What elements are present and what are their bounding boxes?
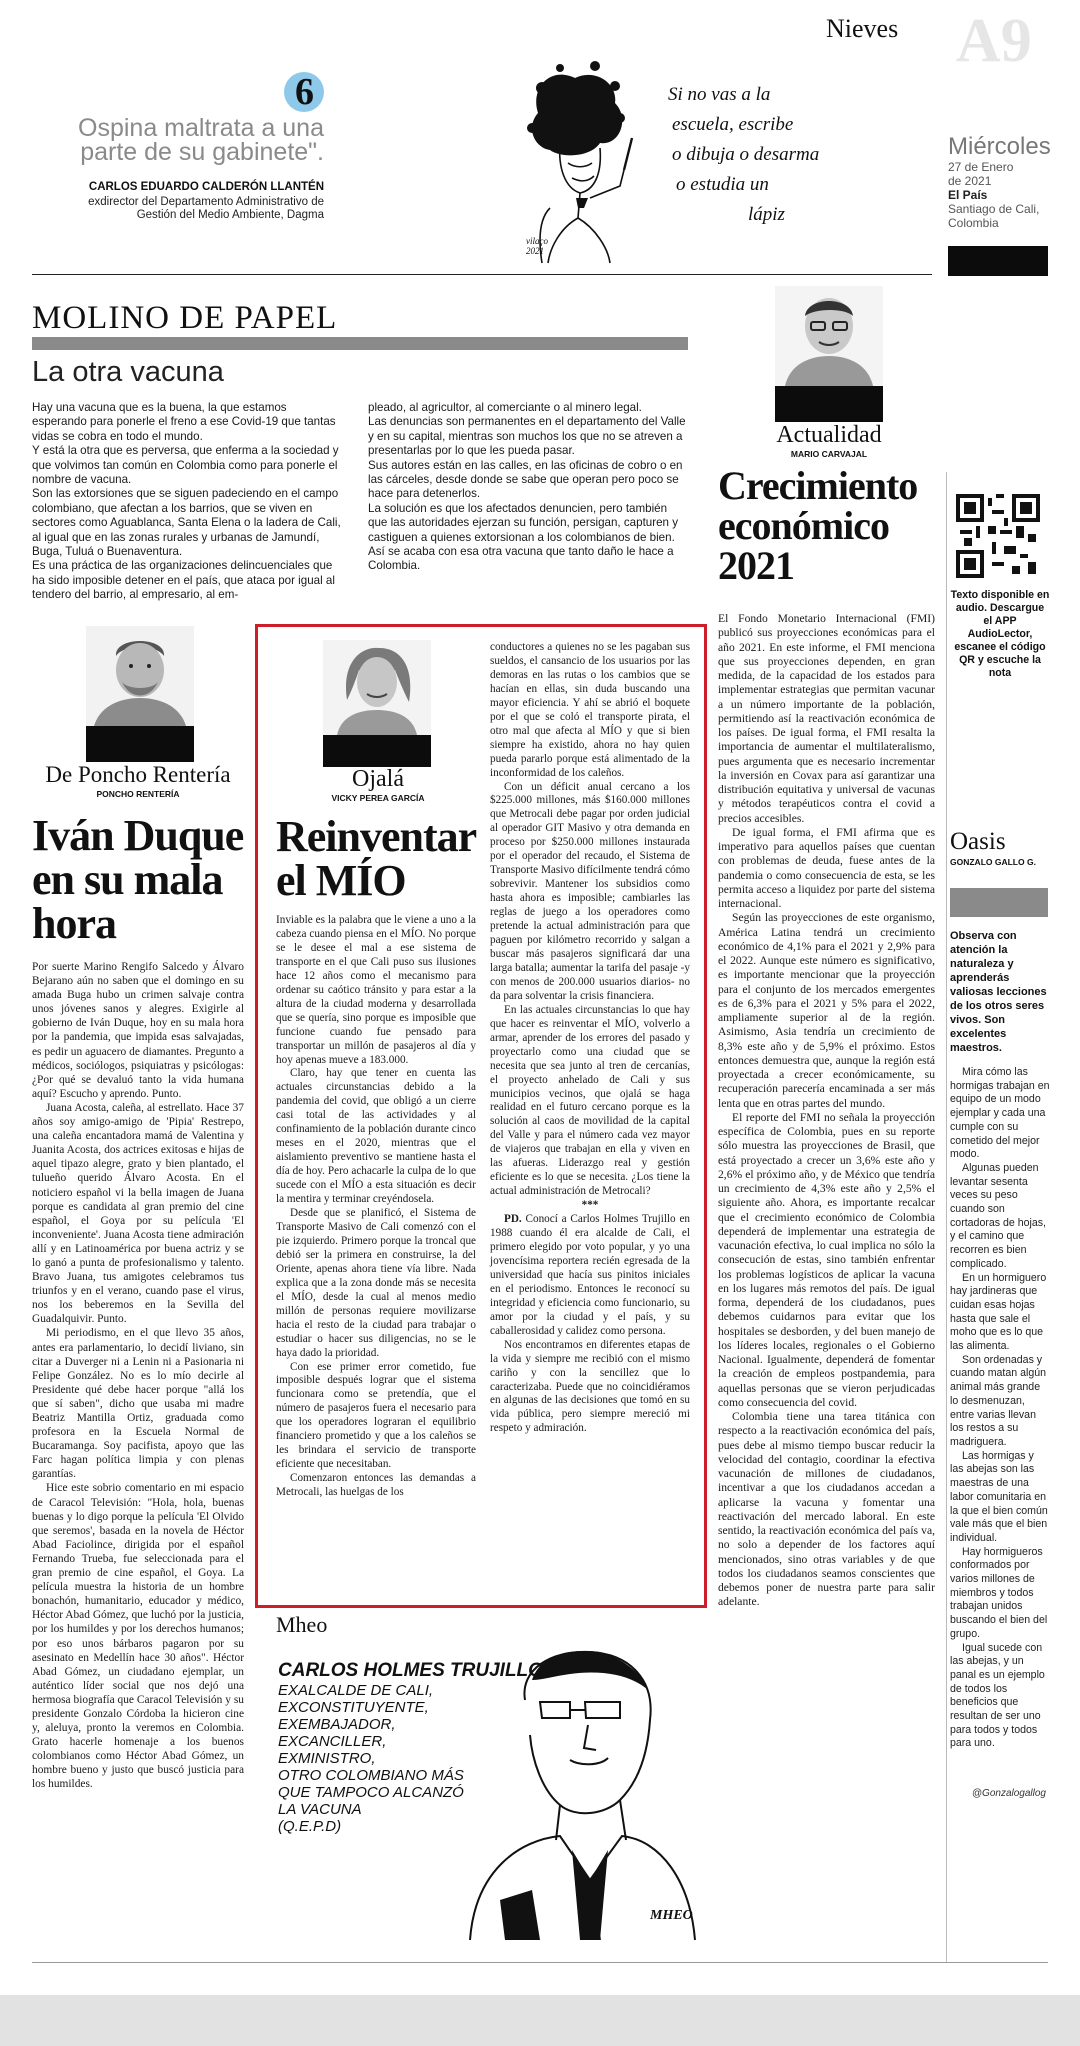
actualidad-body: El Fondo Monetario Internacional (FMI) publicó sus proyecciones económicas para el año 2021. En este informe, el FMI menciona que sus proyecciones dependen, en gran medida, de la capacidad de los estados para implementar estrategias que permitan vacunar a un número importante de la población, permitiendo así la reactivación económica de los países. De igual forma, el FMI resalta la importancia de aumentar el multilateralismo, pues argumenta que es necesario incrementar la inversión en Covax para así garantizar una distribución equitativa y universal de vacunas y métodos terapéuticos contra el covid a precios accesibles. De igual forma, el FMI afirma que es imperativo para aquellos países que cuentan con problemas de deuda, fuese antes de la pandemia o como consecuencia de esta, se les permita acceso a liquidez por parte del sistema internacional. Según las proyecciones de este organismo, América Latina tendrá un crecimiento económico de 4,1% para el 2021 y 2,9% para el 2022. Aunque este número es significativo, es importante mencionar que la proyección para el conjunto de los mercados emergentes es de 6,3% para el 2021 y 5% para el 2022, ampliamente superior al de la región. Asimismo, Asia tendría un crecimiento de 8,3% este año y de 5,9% el próximo. Estos entonces demuestra que, aunque la región está proyectada a crecer económicamente, su recuperación parecería encaminada a ser más lenta que en otras partes del mundo. El reporte del FMI no señala la proyección específica de Colombia, pues en su reporte sólo muestra las proyecciones de Brasil, que está proyectado a crecer un 3,6% este año y 2,6% el próximo año, y de México que tendría un crecimiento de 4,3% este año y 2,5% el siguiente año. Ahora, es importante recalcar que el crecimiento económico de Colombia dependerá de implementar una estrategia de vacunación efectiva, lo cual implica no sólo la consecución de estas, sino también enfrentar los problemas logísticos de aplicar la vacuna en los lugares más remotos del país. De igual forma, dependerá de los ciudadanos, pues debemos cuidarnos para evitar que los hospitales se desborden, y del buen manejo de los líderes locales, regionales o el Gobierno Nacional. Igualmente, dependerá de fomentar la creación de empleos postpandemia, para aquellas personas que se vieron perjudicadas como consecuencia del covid. Colombia tiene una tarea titánica con respecto a la reactivación económica del país, pues debe al mismo tiempo buscar reducir la velocidad del contagio, coordinar la efectiva vacunación de millones de ciudadanos, incentivar a que los ciudadanos accedan a aplicarse la vacuna y fomentar una reactivación del mercado laboral. En este sentido, la reactivación económica del país va, no solo a depender de los factores aquí mencionados, sino otras variables y de que todos los ciudadanos seamos conscientes que debemos poner de nuestra parte para salir adelante. [718, 612, 935, 1609]
quote-role: exdirector del Departamento Administrativo de Gestión del Medio Ambiente, Dagma [88, 196, 324, 221]
ojala-body-col2: conductores a quienes no se les pagaban sus sueldos, el cansancio de los usuarios por las demoras en las rutas o los cambios que se hacían en ellas, sin duda buscando una mayor eficiencia. Y ahí se abrió el boquete por el que se coló el transporte pirata, el otro mal que afecta al MÍO y que si bien siempre ha existido, ahora no hay quien pueda pararlo porque está alimentado de la inconformidad de los caleños. Con un déficit anual cercano a los $225.000 millones, más $160.000 millones que Metrocali debe pagar por orden judicial al operador GIT Masivo y otra demanda en proceso por $250.000 millones instaurada por el operador del recaudo, el Sistema de Transporte Masivo difícilmente tendrá cómo sobrevivir. Mantener los subsidios como hasta ahora es imposible; cambiarles las reglas de juego a los operadores como pretende la actual administración para que paguen por kilómetro recorrido y salgan a buscar más pasajeros significará dar una larga batalla; aumentar la tarifa del pasaje -y con menos de 200.000 usuarios diarios- no da para solventar la crisis financiera. En las actuales circunstancias lo que hay que hacer es reinventar el MÍO, volverlo a armar, aprender de los errores del pasado y proyectarlo como una ciudad que se necesita que sea junto al tren de cercanías, el proyecto anhelado de Cali y sus municipios vecinos, que ojalá se haga realidad en el futuro cercano porque es la solución al caos de movilidad de la capital del Valle y para el número cada vez mayor de viajeros que trabajan en ella y viven en las afueras. Liderazgo real y gestión eficiente es lo que se necesita. ¿Los tiene la actual administración de Metrocali? *** PD. Conocí a Carlos Holmes Trujillo en 1988 cuando él era alcalde de Cali, el primero elegido por voto popular, y yo una jovencísima reportera recién egresada de la universidad que hacía sus pinitos iniciales en el periodismo. Entonces le reconocí su integridad y eficiencia como funcionario, su amor por la ciudad y el país, y su caballerosidad y calidez como persona. Nos encontramos en diferentes etapas de la vida y siempre me recibió con el mismo cariño y con la sencillez que lo caracterizaba. Puede que no coincidiéramos en algunas de las decisiones que tomó en su vida pública, pero siempre mereció mi respeto y admiración. [490, 641, 690, 1435]
mheo-lettering: CARLOS HOLMES TRUJILLO EXALCALDE DE CALI, EXCONSTITUYENTE, EXEMBAJADOR, EXCANCILLER, EXMINISTRO, OTRO COLOMBIANO MÁS QUE TAMPOCO ALCANZÓ LA VACUNA (Q.E.P.D) [278, 1660, 543, 1835]
mheo-cartoon [270, 1640, 710, 1940]
qr-caption: Texto disponible en audio. Descargue el APP AudioLector, escanee el código QR y escuche la nota [950, 589, 1050, 679]
right-column-divider [946, 472, 947, 1962]
qr-code[interactable] [956, 494, 1040, 578]
oasis-handle: @Gonzalogallog [971, 1788, 1046, 1799]
poncho-column-name: De Poncho Rentería [45, 762, 231, 787]
cartoon-handwriting: Si no vas a la escuela, escribe o dibuja o desarma o estudia un lápiz [668, 84, 820, 225]
cartoon-signature: vilaço 2021 [526, 236, 548, 256]
top-rule [32, 274, 932, 275]
section-name: Nieves [826, 14, 899, 43]
page-number: A9 [956, 7, 1032, 75]
oasis-gray-bar [950, 888, 1048, 917]
footer-band [0, 1995, 1080, 2046]
ojala-author: VICKY PEREA GARCÍA [331, 793, 425, 803]
date-year: de 2021 [948, 174, 992, 188]
poncho-photo-black-bar [86, 726, 194, 762]
oasis-lead: Observa con atención la naturaleza y aprenderás valiosas lecciones de los otros seres vivos. Son excelentes maestros. [950, 930, 1047, 1054]
poncho-renteria-photo [86, 626, 194, 726]
bottom-rule [32, 1962, 1048, 1963]
quote-author: CARLOS EDUARDO CALDERÓN LLANTÉN [88, 181, 324, 193]
molino-col2: pleado, al agricultor, al comerciante o al minero legal. Las denuncias son permanentes en el departamento del Valle y en su capital, mientras son muchos los que no se atreven a presentarlas por lo que les pueda pasar. Sus autores están en las calles, en las oficinas de cobro o en las cárceles, desde donde se sabe que operan pero poco se hace para detenerlos. La solución es que los afectados denuncien, pero también que las autoridades ejerzan su función, persigan, capturen y castiguen a quienes extorsionan a los colombianos de bien. Así se acaba con esa otra vacuna que tanto daño le hace a Colombia. [368, 401, 686, 573]
mheo-column-name: Mheo [276, 1612, 328, 1637]
oasis-author: GONZALO GALLO G. [950, 857, 1036, 867]
actualidad-column-name: Actualidad [776, 422, 882, 448]
poncho-author: PONCHO RENTERÍA [96, 789, 180, 799]
top-cartoon [520, 58, 890, 268]
molino-gray-bar [32, 337, 688, 350]
molino-section-title: MOLINO DE PAPEL [32, 300, 338, 336]
oasis-body: Mira cómo las hormigas trabajan en equipo de un modo ejemplar y cada una cumple con su cometido del mejor modo. Algunas pueden levantar sesenta veces su peso cuando son cortadoras de hojas, y el camino que recorren es bien complicado. En un hormiguero hay jardineras que cuidan esas hojas hasta que sale el moho que es lo que las alimenta. Son ordenadas y cuando matan algún animal más grande lo desmenuzan, entre varias llevan los restos a su madriguera. Las hormigas y las abejas son las maestras de una labor comunitaria en la que el bien común vale más que el bien individual. Hay hormigueros conformados por varios millones de miembros y todos trabajan unidos buscando el bien del grupo. Igual sucede con las abejas, y un panal es un ejemplo de todos los beneficios que resultan de ser uno para todos y todos para uno. [950, 1066, 1050, 1750]
ojala-headline: Reinventar el MÍO [276, 812, 477, 905]
mario-carvajal-photo [775, 286, 883, 386]
quote-icon: 6 [284, 72, 324, 112]
date-day: Miércoles [948, 133, 1051, 160]
quote-text: Ospina maltrata a una parte de su gabinete". [78, 114, 324, 166]
mario-photo-black-bar [775, 386, 883, 422]
mheo-signature: MHEO [650, 1908, 693, 1923]
poncho-body: Por suerte Marino Rengifo Salcedo y Álvaro Bejarano aún no saben que el domingo en su amada Buga hubo un crimen salvaje contra unos jóvenes sanos y alegres. Exigirle al gobierno de Iván Duque, hoy en su mala hora por la pandemia, que impida esas salvajadas, es pedir un aguacero de diamantes. Pregunto a médicos, sociólogos, psiquiatras y psicólogas: ¿Por qué se devaluó tanto la vida humana aquí? Escucho y aprendo. Punto. Juana Acosta, caleña, al estrellato. Hace 37 años soy amigo-amigo de 'Pipia' Restrepo, una caleña encantadora mamá de Valentina y Juanita Acosta, dos actrices exitosas e hijas de aquel tipazo alegre, grato y bien plantado, el tulueño querido Álvaro Acosta. En el noticiero español vi la bella imagen de Juana porque es candidata al gran premio del cine español, el Goya por su película 'El inconveniente'. Juana Acosta tiene admiración allí y en Latinoamérica por buena actriz y se lo ganó a punta de profesionalismo y talento. Bravo Juana, tus amigotes celebramos tus triunfos y en el verano, cuando pase el virus, nos los beberemos en la Sevilla del Guadalquivir. Punto. Mi periodismo, en el que llevo 35 años, antes era parlamentario, lo decidí liviano, sin citar a Duverger ni a Lenin ni a Pasionaria ni Felipe González. No es lo mío decirle al Presidente qué debe hacer porque "allá los que sí saben", dicho que usaba mi madre Beatriz Mantilla Ortiz, graduada como profesora en la Escuela Normal de Bucaramanga. Soy pacifista, apoyo que las Farc hagan política limpia y con plenas garantías. Hice este sobrio comentario en mi espacio de Caracol Televisión: "Hola, hola, buenas buenas y lo digo porque la película 'El Olvido que seremos', basada en la novela de Héctor Abad Faciolince, dirigida por el español Fernando Trueba, fue seleccionada para el gran premio de cine español, el Goya. La película muestra la historia de un hombre bonachón, humanitario, educador y médico, Héctor Abad Gómez, que luchó por la justicia, por los humildes y por los derechos humanos; por eso unos bárbaros pagaron por su asesinato en Medellín hace 30 años". Héctor Abad Gómez, un ciudadano ejemplar, un auténtico líder social que nos dejó una hermosa biografía que Caracol Televisión y su presidente Gonzalo Córdoba la hicieron cine y, aleluya, pronto la veremos en Colombia. Grato hacerle homenaje a los buenos colombianos como Héctor Abad Gómez, un hombre bueno y justo que buscó justicia para los humildes. [32, 961, 244, 1791]
vicky-perea-photo [323, 640, 431, 735]
city: Santiago de Cali, [948, 202, 1040, 216]
oasis-column-name: Oasis [950, 828, 1006, 855]
date-block [948, 134, 1051, 230]
ojala-column-name: Ojalá [352, 766, 404, 792]
date-date: 27 de Enero [948, 160, 1014, 174]
actualidad-author: MARIO CARVAJAL [790, 449, 868, 459]
actualidad-headline: Crecimiento económico 2021 [718, 463, 918, 588]
ojala-body-col1: Inviable es la palabra que le viene a uno a la cabeza cuando piensa en el MÍO. No porque se le desee el mal a ese sistema de transporte en el que Cali puso sus ilusiones hace 12 años como el mecanismo para ordenar su caótico tránsito y para estar a la altura de la ciudad moderna y desarrollada que se quería, sino porque es imposible que funcione cuando fue pensado para transportar un millón de pasajeros al día y hoy apenas mueve a 183.000. Claro, hay que tener en cuenta las actuales circunstancias debido a la pandemia del covid, que obligó a un cierre casi total de las actividades y al confinamiento de la población durante cinco meses en el 2020, mientras que el aislamiento preventivo se mantiene hasta el día de hoy. Pero achacarle la culpa de lo que sucede con el MÍO a esta situación es decir la mentira y terminar creyéndosela. Desde que se planificó, el Sistema de Transporte Masivo de Cali comenzó con el pie izquierdo. Primero porque la troncal que debió ser la primera en construirse, la del Oriente, apenas ahora tiene vía libre. Nada explica que a la zona donde más se necesita el MÍO, desde la cual al menos medio millón de personas requiere movilizarse hacia el resto de la ciudad para trabajar o estudiar o hacer sus diligencias, no se le haya dado la prioridad. Con ese primer error cometido, fue imposible después lograr que el sistema funcionara como se pretendía, que el número de pasajeros fuera el necesario para que los operadores lograran el equilibrio financiero prometido y que a los caleños se les brindara el servicio de transporte eficiente que necesitaban. Comenzaron entonces las demandas a Metrocali, las huelgas de los [276, 914, 476, 1499]
vicky-photo-black-bar [323, 735, 431, 767]
pd-text: Conocí a Carlos Holmes Trujillo en 1988 cuando él era alcalde de Cali, el primero elegido por voto popular, y yo una jovencísima reportera recién egresada de la universidad que hacía sus pinitos iniciales en el periodismo. Entonces le reconocí su integridad y eficiencia como funcionario, su amor por la ciudad y el país, y su caballerosidad y calidez como persona. [490, 1213, 690, 1337]
poncho-headline: Iván Duque en su mala hora [32, 811, 244, 948]
molino-title: La otra vacuna [32, 356, 224, 388]
pd-label: PD. [504, 1213, 522, 1226]
date-black-bar [948, 246, 1048, 276]
newspaper-name: El País [948, 188, 988, 202]
country: Colombia [948, 216, 999, 230]
molino-col1: Hay una vacuna que es la buena, la que estamos esperando para ponerle el freno a ese Covid-19 que tantas vidas se cobra en todo el mundo. Y está la otra que es perversa, que enferma a la sociedad y que volvimos tan común en Colombia como para ponerle el nombre de vacuna. Son las extorsiones que se siguen padeciendo en el campo colombiano, que afectan a los barrios, que se viven en sectores como Aguablanca, Santa Elena o la ladera de Cali, al igual que en las zonas rurales y urbanas de Jamundí, Buga, Tuluá o Buenaventura. Es una práctica de las organizaciones delincuenciales que ha sido imposible detener en el país, que ataca por igual al tendero del barrio, al empresario, al em- [32, 401, 341, 602]
